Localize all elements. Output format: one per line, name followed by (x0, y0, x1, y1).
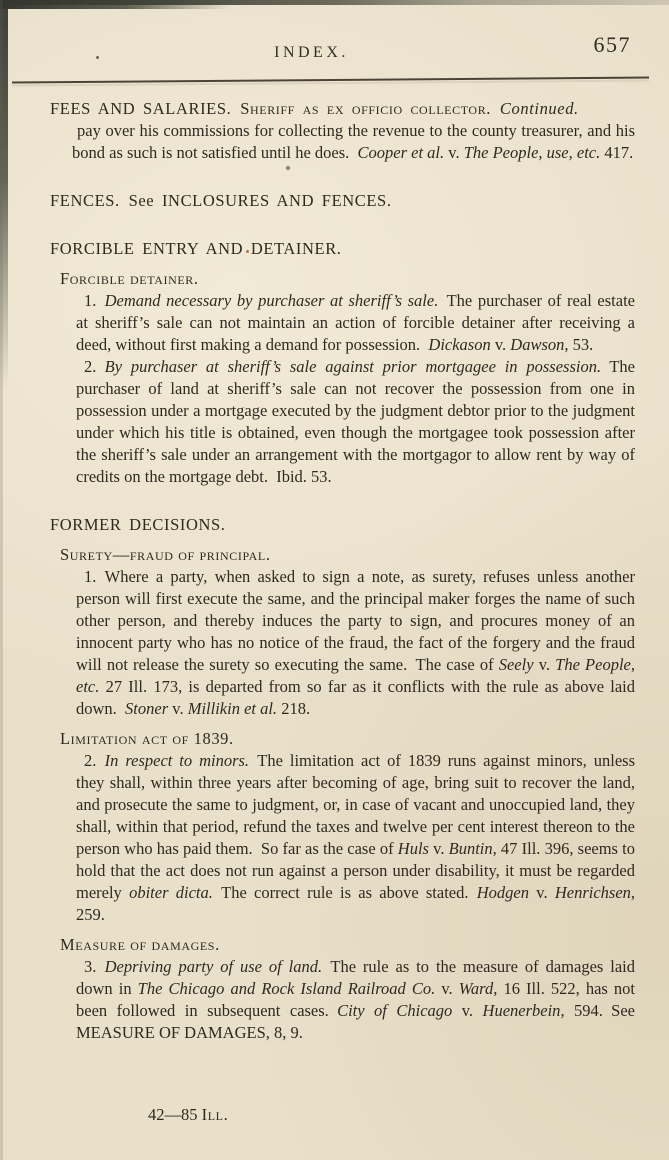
italic-text: Ward (458, 979, 494, 998)
limitation-act-of-1839-subheading (60, 728, 635, 750)
italic-text: The Chicago and Rock Island Railroad Co. (137, 979, 436, 998)
italic-text: Dickason (428, 335, 491, 354)
printers-signature (148, 1104, 228, 1126)
running-title: INDEX. (274, 44, 349, 61)
smallcaps-text: Forcible detainer. (60, 269, 199, 288)
plain-text: v. (168, 699, 188, 718)
smallcaps-text: Surety—fraud of principal. (60, 545, 271, 564)
plain-text: v. (435, 979, 459, 998)
plain-text: 417. (600, 143, 634, 162)
plain-text: 1. (84, 291, 105, 310)
plain-text: v. (428, 839, 449, 858)
italic-text: Cooper et al. (357, 143, 445, 162)
plain-text: v. (529, 883, 555, 902)
italic-text: City of Chicago (337, 1001, 453, 1020)
smallcaps-text: Sheriff as ex officio collector. (240, 99, 492, 118)
italic-text: Huenerbein (482, 1001, 561, 1020)
italic-text: The People, etc. (76, 655, 635, 696)
plain-text: The purchaser of real estate at sheriff’s sale can not maintain an action of forcible detainer after receiving a deed, without first making a demand for possession. (76, 291, 635, 354)
smallcaps-text: Measure of damages. (60, 935, 220, 954)
italic-text: Dawson (510, 335, 565, 354)
italic-text: Henrichsen (554, 883, 631, 902)
plain-text: FORMER DECISIONS. (50, 515, 226, 534)
italic-text: In respect to minors. (104, 751, 250, 770)
italic-text: Millikin et al. (187, 699, 278, 718)
plain-text: v. (444, 143, 464, 162)
italic-text: Continued. (499, 99, 579, 118)
plain-text: , 47 Ill. 396, seems to hold that the act does not run against a person under disability, it must be regarded merely (76, 839, 635, 902)
plain-text: 218. (277, 699, 311, 718)
plain-text: 3. (84, 957, 105, 976)
plain-text: The purchaser of land at sheriff’s sale can not recover the possession from one in possession under a mortgage executed by the judgment debtor prior to the judgment under which his title is obtained, even though the mortgagee took possession after the sheriff’s sale under an arrangement with the mortgagor to allow rent by way of credits on the mortgage debt. Ibid. 53. (76, 357, 635, 486)
plain-text: 42—85 (148, 1105, 202, 1124)
measure-of-damages-subheading (60, 934, 635, 956)
plain-text: 2. (84, 357, 105, 376)
forcible-detainer-entry-2 (76, 356, 635, 488)
page-blocks (50, 92, 635, 1044)
scan-edge-left-faint (0, 0, 3, 1160)
plain-text: 1. Where a party, when asked to sign a note, as surety, refuses unless another person will first execute the same, and the principal maker forges the name of such other person, and thereby induces the party to sign, and procures money of an innocent party who has no notice of the fraud, the fact of the forgery and the fraud will not release the surety so executing the same. The case of (76, 567, 635, 674)
forcible-entry-and-detainer-heading (50, 238, 635, 260)
italic-text: Depriving party of use of land. (104, 957, 323, 976)
plain-text: , 259. (76, 883, 636, 924)
plain-text: v. (490, 335, 511, 354)
italic-text: Demand necessary by purchaser at sheriff’s sale. (104, 291, 439, 310)
plain-text (491, 99, 500, 118)
fees-and-salaries-heading (50, 98, 635, 120)
forcible-detainer-entry-1 (76, 290, 635, 356)
page-number: 657 (593, 32, 631, 57)
plain-text: v. (533, 655, 556, 674)
plain-text: The limitation act of 1839 runs against minors, unless they shall, within three years after becoming of age, bring suit to recover the land, and prosecute the same to judgment, or, in case of vacant and unoccupied land, they shall, within that period, refund the taxes and twelve per cent interest thereon to the person who has paid them. So far as the case of (76, 751, 635, 858)
measure-of-damages-entry-3 (76, 956, 635, 1044)
former-decisions-heading (50, 514, 635, 536)
smallcaps-text: Limitation act of 1839. (60, 729, 234, 748)
plain-text: pay over his commissions for collecting the revenue to the county treasurer, and his bond as such is not satisfied until he does. (72, 121, 635, 162)
plain-text: , 53. (564, 335, 594, 354)
plain-text: FEES AND SALARIES. (50, 99, 241, 118)
plain-text: , 16 Ill. 522, has not been followed in subsequent cases. (76, 979, 636, 1020)
smallcaps-text: Ill. (201, 1105, 229, 1124)
italic-text: The People, use, etc. (463, 143, 601, 162)
plain-text: v. (452, 1001, 483, 1020)
scan-edge-top-left (0, 0, 230, 9)
italic-text: Stoner (125, 699, 169, 718)
limitation-act-entry-2 (76, 750, 635, 926)
header-rule (12, 76, 649, 83)
surety-fraud-of-principal-subheading (60, 544, 635, 566)
plain-text: 27 Ill. 173, is departed from so far as it conflicts with the rule as above laid down. (76, 677, 635, 718)
plain-text: , 594. See MEASURE OF DAMAGES, 8, 9. (76, 1001, 635, 1042)
fences-heading (50, 190, 635, 212)
italic-text: Hodgen (476, 883, 530, 902)
plain-text: 2. (84, 751, 105, 770)
plain-text: The correct rule is as above stated. (212, 883, 477, 902)
italic-text: obiter dicta. (129, 883, 213, 902)
plain-text: The rule as to the measure of damages laid down in (76, 957, 635, 998)
italic-text: Buntin (448, 839, 493, 858)
surety-entry-1 (76, 566, 635, 720)
italic-text: Huls (397, 839, 429, 858)
plain-text: FORCIBLE ENTRY AND DETAINER. (50, 239, 342, 258)
forcible-detainer-subheading (60, 268, 635, 290)
plain-text: FENCES. See INCLOSURES AND FENCES. (50, 191, 392, 210)
italic-text: Seely (498, 655, 534, 674)
italic-text: By purchaser at sheriff’s sale against prior mortgagee in possession. (104, 357, 602, 376)
fees-continued-paragraph (72, 120, 635, 164)
